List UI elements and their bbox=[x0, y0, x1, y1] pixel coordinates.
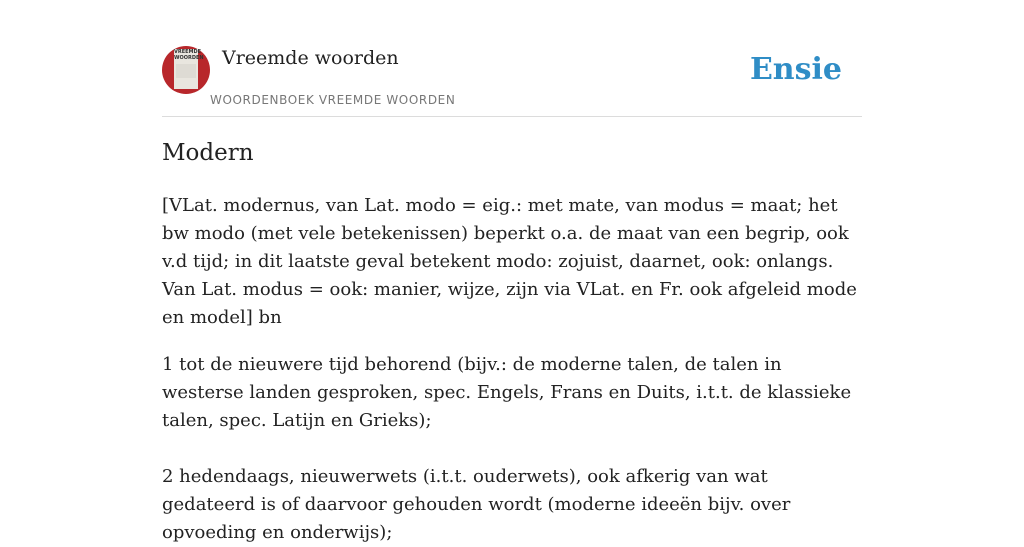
book-cover-line: WOORDEN bbox=[174, 55, 204, 61]
dictionary-subtitle: WOORDENBOEK VREEMDE WOORDEN bbox=[210, 93, 456, 107]
book-cover-stripe bbox=[176, 64, 196, 78]
book-cover-line: VREEMDE bbox=[174, 49, 202, 55]
header bbox=[162, 46, 862, 117]
dictionary-title[interactable]: Vreemde woorden bbox=[222, 47, 399, 69]
entry-etymology: [VLat. modernus, van Lat. modo = eig.: met mate, van modus = maat; het bw modo (met vele betekenissen) beperkt o.a. de maat van een begrip, ook v.d tijd; in dit laatste geval betekent modo: zojuist, daarnet, ook: onlangs. Van Lat. modus = ook: manier, wijze, zijn via VLat. en Fr. ook afgeleid mode en model] bn bbox=[162, 195, 857, 328]
brand-logo[interactable]: Ensie bbox=[749, 52, 842, 87]
book-cover-image bbox=[174, 49, 204, 89]
entry-headword: Modern bbox=[162, 140, 254, 166]
definition-spacer bbox=[162, 435, 862, 463]
definition-item: 2 hedendaags, nieuwerwets (i.t.t. ouderwets), ook afkerig van wat gedateerd is of daarvoor gehouden wordt (moderne ideeën bijv. over opvoeding en onderwijs); bbox=[162, 466, 791, 543]
definition-item: 1 tot de nieuwere tijd behorend (bijv.: de moderne talen, de talen in westerse landen gesproken, spec. Engels, Frans en Duits, i.t.t. de klassieke talen, spec. Latijn en Grieks); bbox=[162, 354, 852, 431]
avatar[interactable] bbox=[162, 46, 210, 94]
entry-body bbox=[162, 192, 862, 547]
